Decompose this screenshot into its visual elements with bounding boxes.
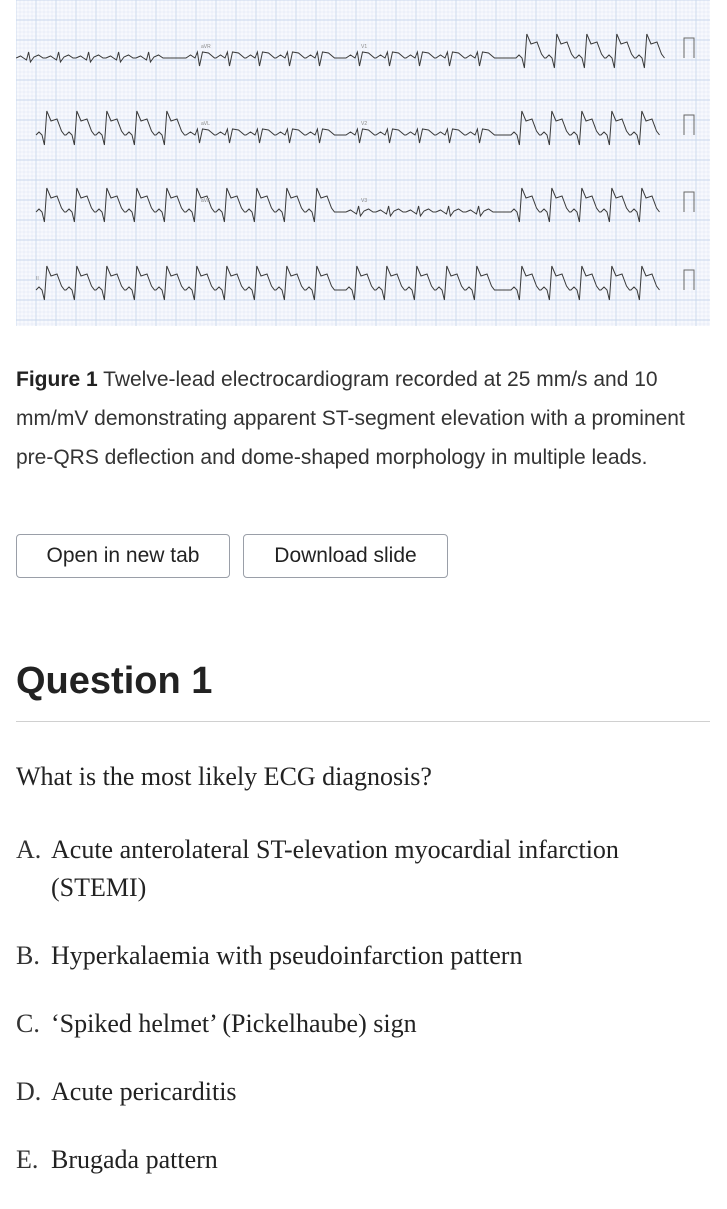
lead-label: V3 [361,198,368,204]
option-text: Acute pericarditis [51,1077,237,1106]
option-text: Acute anterolateral ST-elevation myocardial infarction (STEMI) [51,835,619,902]
answer-option-a[interactable] [16,831,710,907]
section-divider [16,721,710,722]
lead-label: aVR [201,44,211,50]
option-letter: A. [16,835,42,864]
lead-label: aVL [201,121,210,127]
figure-caption-text: Twelve-lead electrocardiogram recorded at 25 mm/s and 10 mm/mV demonstrating apparent ST-segment elevation with a prominent pre-QRS deflection and dome-shaped morphology in multiple leads. [16,368,685,469]
answer-option-b[interactable] [16,937,710,975]
lead-label: II [36,276,39,282]
ecg-figure [16,0,710,326]
question-text: What is the most likely ECG diagnosis? [16,762,432,791]
option-letter: E. [16,1145,39,1174]
option-text: Brugada pattern [51,1145,218,1174]
option-letter: D. [16,1077,42,1106]
figure-caption [16,360,716,477]
download-slide-button[interactable]: Download slide [243,534,448,578]
option-text: Hyperkalaemia with pseudoinfarction pattern [51,941,523,970]
answer-option-e[interactable] [16,1141,710,1179]
answer-option-c[interactable] [16,1005,710,1043]
figure-label: Figure 1 [16,368,98,391]
option-text: ‘Spiked helmet’ (Pickelhaube) sign [51,1009,417,1038]
open-in-new-tab-button[interactable]: Open in new tab [16,534,230,578]
option-letter: B. [16,941,40,970]
question-title: Question 1 [16,660,213,702]
lead-label: V1 [361,44,368,50]
option-letter: C. [16,1009,40,1038]
lead-label: aVF [201,198,211,204]
ecg-tracing [16,0,710,326]
answer-options [16,831,710,1209]
answer-option-d[interactable] [16,1073,710,1111]
lead-label: V2 [361,121,368,127]
